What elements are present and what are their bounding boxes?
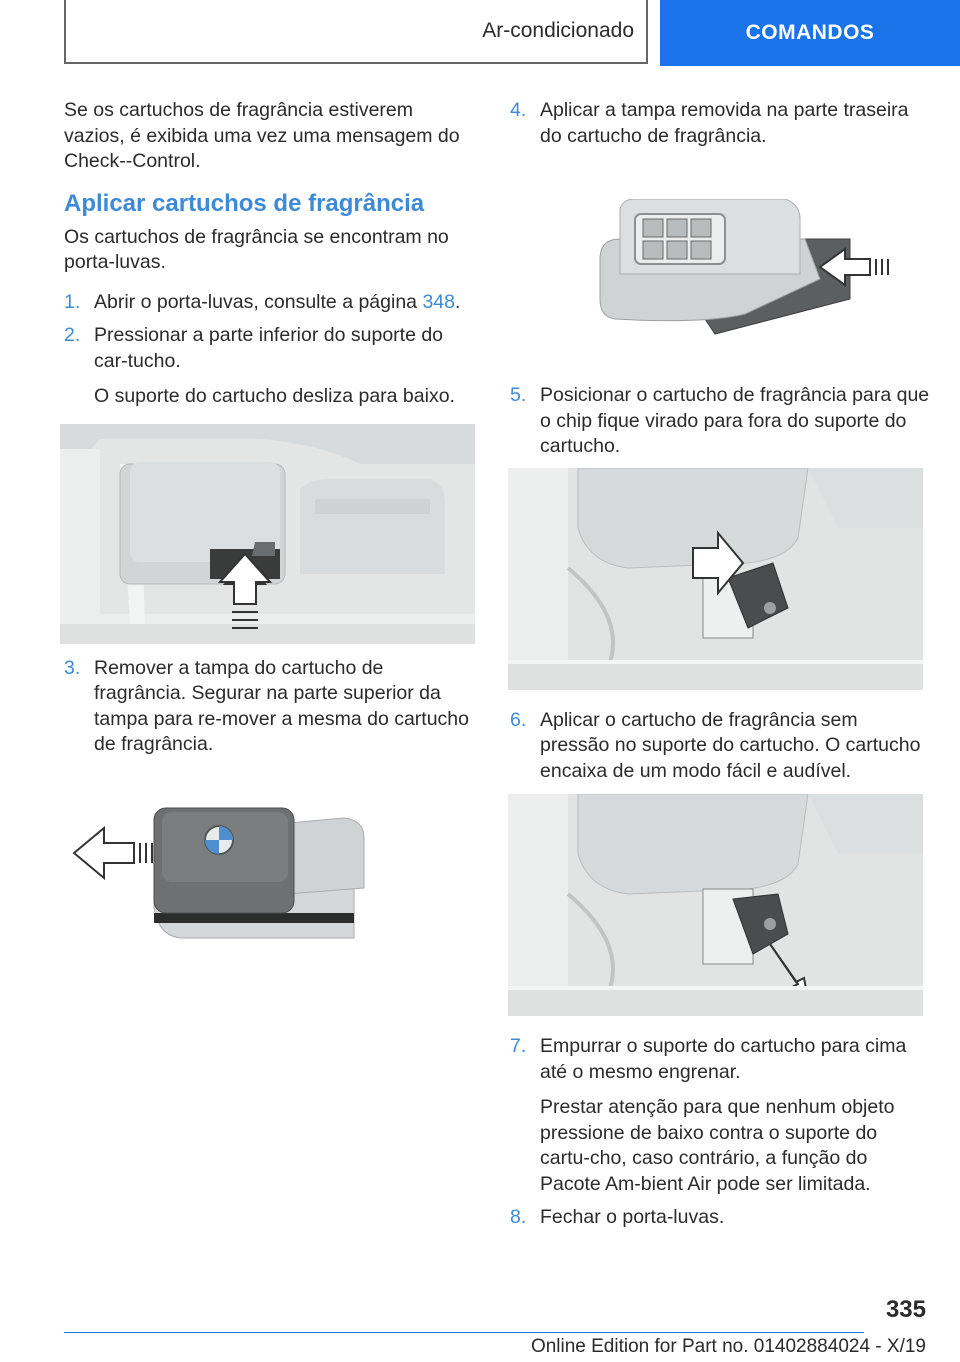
step-number: 7. xyxy=(510,1035,527,1057)
step-number: 8. xyxy=(510,1206,527,1228)
step-text: Posicionar o cartucho de fragrância para que o chip fique virado para fora do suporte do cartucho. xyxy=(540,384,930,457)
step-number: 3. xyxy=(64,656,81,679)
header-chapter-tab[interactable] xyxy=(660,0,960,66)
figure-insert-cartridge xyxy=(508,794,923,1016)
step-5 xyxy=(510,383,930,460)
step-text: Aplicar a tampa removida na parte traseira do cartucho de fragrância. xyxy=(540,99,909,147)
step-2 xyxy=(64,323,479,410)
section-title: Ar-condicionado xyxy=(482,19,634,42)
chapter-title: COMANDOS xyxy=(745,21,875,44)
step-8 xyxy=(510,1205,930,1231)
step-number: 1. xyxy=(64,290,81,313)
step-1: 1. Abrir o porta-luvas, consulte a página 348. xyxy=(64,290,479,316)
position-cartridge-illustration xyxy=(508,468,923,690)
left-column xyxy=(64,98,479,968)
section-heading: Aplicar cartuchos de fragrância xyxy=(64,189,425,217)
figure-position-cartridge xyxy=(508,468,923,690)
intro-paragraph: Se os cartuchos de fragrância estiverem vazios, é exibida uma vez uma mensagem do Check--Control. xyxy=(64,99,460,172)
step-6 xyxy=(510,708,930,785)
remove-cap-illustration xyxy=(64,798,479,968)
step-number: 4. xyxy=(510,99,527,121)
step-text: Remover a tampa do cartucho de fragrância. Segurar na parte superior da tampa para re-mover a mesma do cartucho de fragrância. xyxy=(94,656,469,755)
press-holder-illustration xyxy=(60,424,475,644)
step-text: Aplicar o cartucho de fragrância sem pressão no suporte do cartucho. O cartucho encaixa de um modo fácil e audível. xyxy=(540,708,921,782)
step-7 xyxy=(510,1034,930,1197)
step-number: 2. xyxy=(64,324,81,346)
figure-press-holder xyxy=(60,424,475,644)
footer-divider xyxy=(64,1332,864,1333)
insert-cartridge-illustration xyxy=(508,794,923,1016)
page-number: 335 xyxy=(885,1296,926,1323)
step-text: Empurrar o suporte do cartucho para cima até o mesmo engrenar. xyxy=(540,1035,907,1083)
page-link[interactable]: 348 xyxy=(422,290,455,313)
step-number: 5. xyxy=(510,384,527,406)
step-note: O suporte do cartucho desliza para baixo. xyxy=(94,385,455,407)
step-text: Fechar o porta-luvas. xyxy=(540,1206,725,1228)
step-text: Abrir o porta-luvas, consulte a página xyxy=(94,290,423,313)
footer-edition: Online Edition for Part no. 01402884024 - X/19 xyxy=(530,1336,926,1357)
figure-cap-on-back xyxy=(595,199,905,349)
step-number: 6. xyxy=(510,708,527,731)
step-4 xyxy=(510,98,930,149)
heading-paragraph: Os cartuchos de fragrância se encontram no porta-luvas. xyxy=(64,225,449,273)
right-column xyxy=(510,98,930,1239)
cap-on-back-illustration xyxy=(595,199,905,349)
header-section-box xyxy=(64,0,648,64)
figure-remove-cap xyxy=(64,798,479,968)
step-text: Pressionar a parte inferior do suporte do car-tucho. xyxy=(94,324,444,372)
step-3 xyxy=(64,656,479,758)
step-note: Prestar atenção para que nenhum objeto pressione de baixo contra o suporte do cartu-cho, caso contrário, a função do Pacote Am-bient Air pode ser limitada. xyxy=(540,1096,895,1195)
